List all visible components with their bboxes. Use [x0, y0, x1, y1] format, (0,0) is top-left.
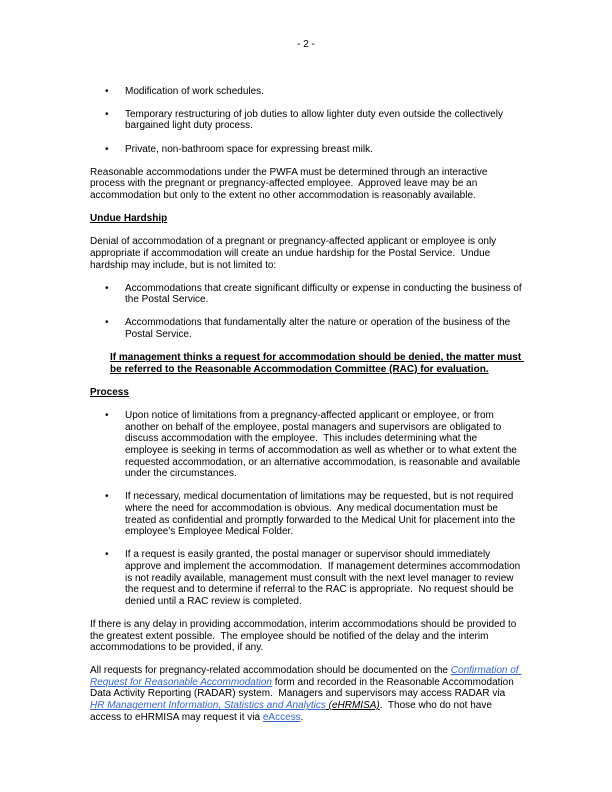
list-item-text: Modification of work schedules. — [125, 85, 264, 97]
list-item — [90, 86, 522, 98]
bullet-icon: • — [105, 108, 109, 120]
bullet-icon: • — [105, 410, 109, 422]
list-item — [90, 109, 522, 132]
accommodations-list — [90, 86, 522, 156]
undue-hardship-list — [90, 282, 525, 341]
documentation-text: All requests for pregnancy-related accommodation should be documented on the — [90, 665, 451, 677]
interactive-process-paragraph: Reasonable accommodations under the PWFA must be determined through an interactive process with the pregnant or pregnancy-affected employee. Approved leave may be an accommodation but only to the extent no other accommodation is reasonably available. — [90, 166, 491, 201]
process-heading: Process — [90, 387, 129, 399]
list-item-text: Temporary restructuring of job duties to allow lighter duty even outside the collectively bargained light duty process. — [125, 108, 506, 132]
list-item — [90, 317, 522, 340]
documentation-text: . Those who do not have access to eHRMISA may request it via — [90, 700, 495, 723]
bullet-icon: • — [105, 549, 109, 561]
undue-hardship-heading: Undue Hardship — [90, 213, 168, 225]
ehrmisa-link[interactable]: HR Management Information, Statistics and Analytics — [90, 700, 326, 712]
bullet-icon: • — [105, 85, 109, 97]
eaccess-link[interactable]: eAccess — [262, 711, 301, 723]
documentation-text: . — [300, 711, 304, 723]
page-number: - 2 - — [297, 39, 315, 50]
bullet-icon: • — [105, 491, 109, 503]
undue-hardship-intro: Denial of accommodation of a pregnant or pregnancy-affected applicant or employee is only appropriate if accommodation will create an undue hardship for the Postal Service. Undue hardship may include, but is not limited to: — [90, 236, 499, 271]
list-item — [90, 410, 522, 480]
confirmation-form-link[interactable]: Confirmation of Request for Reasonable Accommodation — [90, 665, 522, 688]
bullet-icon: • — [105, 317, 109, 329]
list-item-text: Upon notice of limitations from a pregnancy-affected applicant or employee, or from another on behalf of the employee, postal managers and supervisors are obligated to discuss accommodation with the employee. This includes determining what the employee is seeking in terms of accommodation as well as whether or to what extent the requested accommodation, or an alternative accommodation, is reasonable and available under the circumstances. — [125, 410, 524, 480]
list-item — [90, 549, 522, 607]
documentation-paragraph — [90, 665, 522, 723]
delay-paragraph: If there is any delay in providing accommodation, interim accommodations should be provided to the greatest extent possible. The employee should be notified of the delay and the interim accommodations to be provided, if any. — [90, 618, 520, 654]
bullet-icon: • — [105, 282, 109, 294]
list-item-text: If a request is easily granted, the postal manager or supervisor should immediately approve and implement the accommodation. If management determines accommodation is not readily available, management must consult with the next level manager to review the request and to determine if referral to the RAC is appropriate. No request should be denied until a RAC review is completed. — [125, 549, 523, 607]
list-item-text: Accommodations that fundamentally alter the nature or operation of the business of the Postal Service. — [125, 317, 514, 341]
list-item — [90, 491, 522, 537]
list-item-text: Private, non-bathroom space for expressing breast milk. — [125, 143, 373, 155]
list-item-text: If necessary, medical documentation of limitations may be requested, but is not required where the need for accommodation is obvious. Any medical documentation must be treated as confidential and promptly forwarded to the Medical Unit for placement into the employee's Employee Medical Folder. — [125, 491, 518, 538]
ehrmisa-abbreviation: (eHRMISA) — [325, 700, 380, 712]
rac-referral-notice: If management thinks a request for accommodation should be denied, the matter must be referred to the Reasonable Accommodation Committee (RAC) for evaluation. — [110, 352, 524, 375]
list-item — [90, 144, 522, 156]
documentation-text: form and recorded in the Reasonable Accommodation Data Activity Reporting (RADAR) system. Managers and supervisors may access RADAR via — [90, 676, 517, 700]
list-item — [90, 282, 525, 306]
bullet-icon: • — [105, 143, 109, 155]
list-item-text: Accommodations that create significant difficulty or expense in conducting the business of the Postal Service. — [125, 282, 525, 306]
process-list — [90, 410, 522, 607]
